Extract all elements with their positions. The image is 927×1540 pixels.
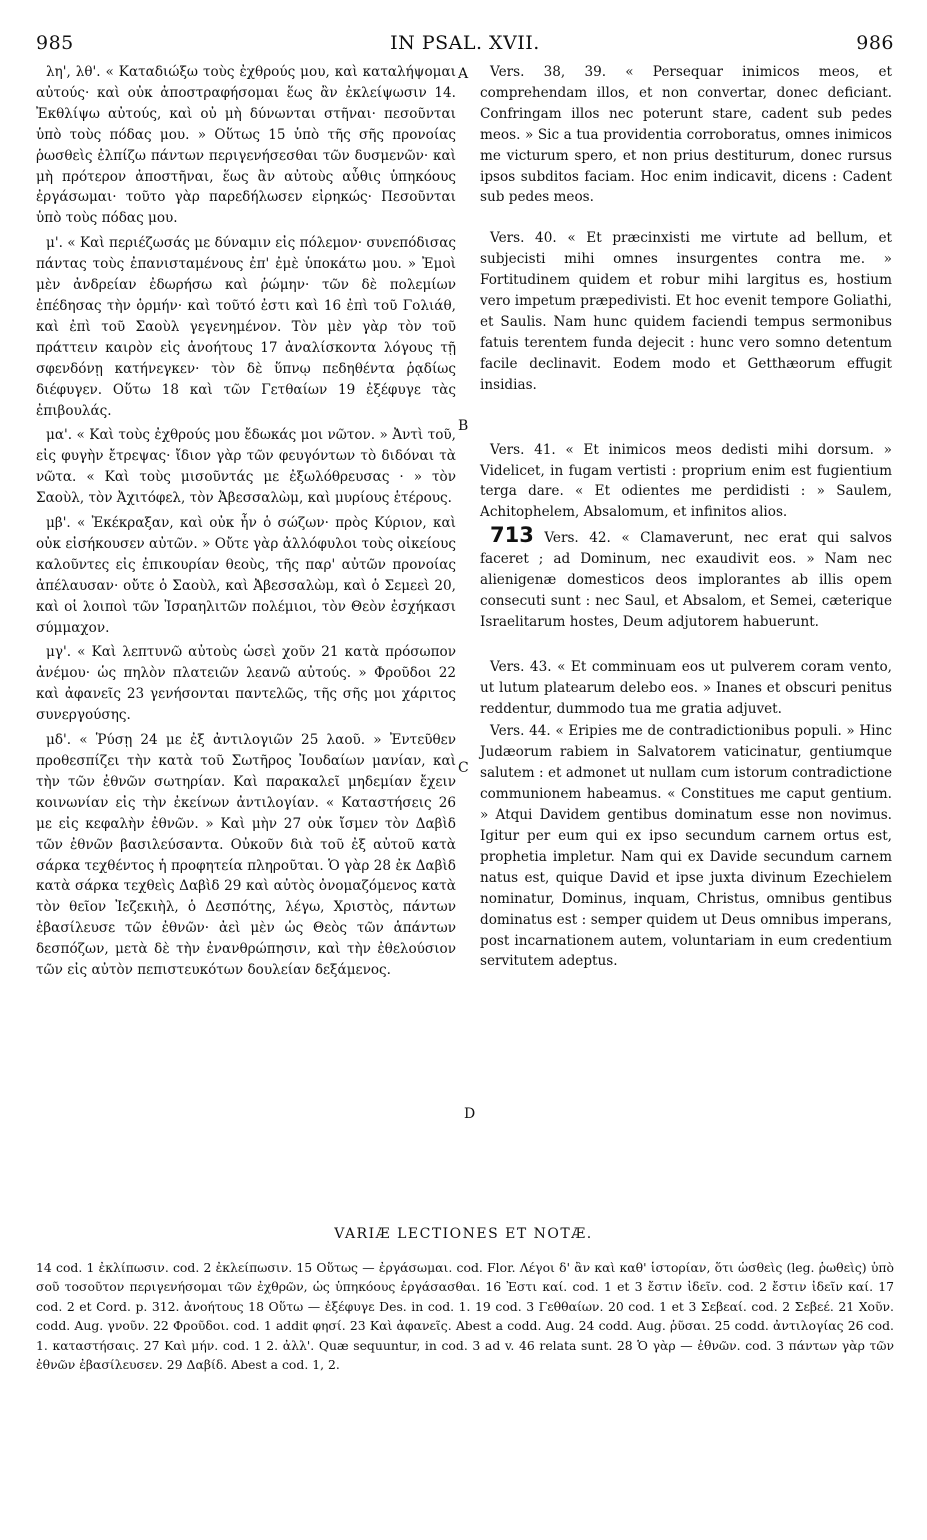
latin-paragraph-43: Vers. 43. « Et comminuam eos ut pulverem coram vento, ut lutum platearum delebo eos. » Inanes et obscuri penitus reddentur, dummodo tua me gratia adjuvet. xyxy=(480,658,892,717)
greek-column xyxy=(36,62,456,981)
margin-letter-b: B xyxy=(458,418,469,434)
latin-paragraph-42 xyxy=(480,525,892,633)
notes-title: VARIÆ LECTIONES ET NOTÆ. xyxy=(334,1226,593,1242)
latin-paragraph-38-39: Vers. 38, 39. « Persequar inimicos meos, et comprehendam illos, et non convertar, donec deficiant. Confringam illos nec poterunt stare, cadent sub pedes meos. » Sic a tua providentia corroboratus, omnes inimicos me victurum spero, et non prius destiturum, donec rursus ipsos subditos faciam. Hoc enim indicavit, dicens : Cadent sub pedes meos. xyxy=(480,64,892,206)
latin-paragraph-42-text: Vers. 42. « Clamaverunt, nec erat qui salvos faceret ; ad Dominum, nec exaudivit eos. » Nam nec alienigenæ domesticos deos implorantes ab illis opem consecuti sunt : nec Saul, et Absalom, et Semei, cæterique Israelitarum hostes, Deum adjutorem habuerunt. xyxy=(480,530,892,630)
migne-column-number: 713 xyxy=(490,523,534,548)
greek-paragraph-43: μγ'. « Καὶ λεπτυνῶ αὐτοὺς ὡσεὶ χοῦν 21 κατὰ πρόσωπον ἀνέμου· ὡς πηλὸν πλατειῶν λεανῶ αὐτούς. » Φροῦδοι 22 καὶ ἀφανεῖς 23 γενήσονται παντελῶς, τῆς σῆς μοι χάριτος συνεργούσης. xyxy=(36,644,456,724)
running-header xyxy=(36,32,894,58)
greek-paragraph-44: μδ'. « Ῥύσῃ 24 με ἐξ ἀντιλογιῶν 25 λαοῦ. » Ἐντεῦθεν προθεσπίζει τὴν κατὰ τοῦ Σωτῆρος Ἰουδαίων μανίαν, καὶ τὴν τῶν ἐθνῶν σωτηρίαν. Καὶ παρακαλεῖ μηδεμίαν ἔχειν κοινωνίαν εἰς τὴν ἐκείνων ἀντιλογίαν. « Καταστήσεις 26 με εἰς κεφαλὴν ἐθνῶν. » Καὶ μὴν 27 οὐκ ἴσμεν τὸν Δαβὶδ τῶν ἐθνῶν βασιλεύσαντα. Οὐκοῦν διὰ τοῦ ἐξ αὐτοῦ κατὰ σάρκα τεχθέντος ἡ προφητεία πληροῦται. Ὁ γὰρ 28 ἐκ Δαβὶδ κατὰ σάρκα τεχθεὶς Δαβὶδ 29 καὶ αὐτὸς ὀνομαζόμενος κατὰ τὸν θεῖον Ἰεζεκιὴλ, ὁ Δεσπότης, λέγω, Χριστὸς, πάντων ἐβασίλευσε τῶν ἐθνῶν· ἀεὶ μὲν ὡς Θεὸς τῶν ἁπάντων δεσπόζων, μετὰ δὲ τὴν ἐνανθρώπησιν, καὶ τὴν ἐθελούσιον τῶν εἰς αὐτὸν πεπιστευκότων δουλείαν δεξάμενος. xyxy=(36,732,456,979)
latin-paragraph-41: Vers. 41. « Et inimicos meos dedisti mihi dorsum. » Videlicet, in fugam vertisti : proprium enim est fugientium terga dare. « Et odientes me perdidisti : » Saulem, Achitophelem, Absalomum, et infinitos alios. xyxy=(480,441,892,521)
variant-readings-notes: 14 cod. 1 ἐκλίπωσιν. cod. 2 ἐκλείπωσιν. 15 Οὕτως — ἐργάσωμαι. cod. Flor. Λέγοι δ' ἂν καὶ καθ' ἱστορίαν, ὅτι ὡσθεὶς (leg. ῥωθεὶς) ὑπὸ σοῦ τοσοῦτον περιγενήσομαι τῶν ἐχθρῶν, ὡς ὑπηκόους ἐργάσασθαι. 16 Ἐστι καί. cod. 1 et 3 ἔστιν ἰδεῖν. cod. 2 ἔστιν ἰδεῖν καί. 17 cod. 2 et Cord. p. 312. ἀνοήτους 18 Οὕτω — ἐξέφυγε Des. in cod. 1. 19 cod. 3 Γεθθαίων. 20 cod. 1 et 3 Σεβεαί. cod. 2 Σεβεέ. 21 Χοῦν. codd. Aug. γνοῦν. 22 Φροῦδοι. cod. 1 addit φησί. 23 Καὶ ἀφανεῖς. Abest a codd. Aug. 24 codd. Aug. ῥῦσαι. 25 codd. ἀντιλογίας 26 cod. 1. καταστήσαις. 27 Καὶ μήν. cod. 1 2. ἀλλ'. Quæ sequuntur, in cod. 3 ad v. 46 relata sunt. 28 Ὁ γὰρ — ἐθνῶν. cod. 3 πάντων γὰρ τῶν ἐθνῶν ἐβασίλευσεν. 29 Δαβίδ. Abest a cod. 1, 2. xyxy=(36,1260,894,1373)
latin-paragraph-44: Vers. 44. « Eripies me de contradictionibus populi. » Hinc Judæorum rabiem in Salvatorem vaticinatur, gentiumque salutem : et admonet ut nullam cum istorum contradictione communionem habeamus. « Constitues me caput gentium. » Atqui Davidem gentibus dominatum esse non novimus. Igitur per eum qui ex ipso secundum carnem ortus est, prophetia impletur. Nam qui ex Davide secundum carnem natus est, quique David et ipse juxta divinum Ezechielem nominatur, Dominus, inquam, Christus, omnibus gentibus dominatus est : semper quidem ut Deus omnibus imperans, post incarnationem autem, voluntariam in eum credentium servitutem adeptus. xyxy=(480,723,892,970)
page-number-right: 986 xyxy=(856,32,894,54)
margin-letter-a: A xyxy=(458,66,469,82)
greek-paragraph-42: μβ'. « Ἐκέκραξαν, καὶ οὐκ ἦν ὁ σώζων· πρὸς Κύριον, καὶ οὐκ εἰσήκουσεν αὐτῶν. » Οὔτε γὰρ ἀλλόφυλοι τοὺς οἰκείους καλοῦντες εἰς ἐπικουρίαν θεοὺς, τῆς παρ' αὐτῶν προνοίας ἀπέλαυσαν· οὔτε ὁ Σαοὺλ, καὶ Ἀβεσσαλὼμ, καὶ ὁ Σεμεεὶ 20, καὶ οἱ λοιποὶ τῶν Ἰσραηλιτῶν πολέμιοι, τὸν Θεὸν ἐσχήκασι σύμμαχον. xyxy=(36,515,456,636)
page-number-left: 985 xyxy=(36,32,74,54)
margin-letter-c: C xyxy=(458,760,469,776)
greek-paragraph-40: μ'. « Καὶ περιέζωσάς με δύναμιν εἰς πόλεμον· συνεπόδισας πάντας τοὺς ἐπανισταμένους ἐπ' ἐμὲ ὑποκάτω μου. » Ἐμοὶ μὲν ἀνδρείαν ἐδωρήσω καὶ ῥώμην· τῶν δὲ πολεμίων ἐπέδησας τὴν ὁρμήν· καὶ τοῦτό ἐστι καὶ 16 ἐπὶ τοῦ Γολιάθ, καὶ ἐπὶ τοῦ Σαοὺλ γεγενημένον. Τὸν μὲν γὰρ τὸν τοῦ πράττειν καιρὸν εἰς ἀνοήτους 17 ἀναλίσκοντα λόγους τῇ σφενδόνῃ κατήνεγκεν· τὸν δὲ ὕπνῳ πεδηθέντα ῥᾳδίως διέφυγεν. Οὕτω 18 καὶ τῶν Γετθαίων 19 ἐξέφυγε τὰς ἐπιβουλάς. xyxy=(36,235,456,419)
margin-letter-d: D xyxy=(464,1106,476,1122)
latin-column xyxy=(480,62,892,972)
greek-paragraph-38-39: λη', λθ'. « Καταδιώξω τοὺς ἐχθρούς μου, καὶ καταλήψομαι αὐτούς· καὶ οὐκ ἀποστραφήσομαι ἕως ἂν ἐκλείψωσιν 14. Ἐκθλίψω αὐτούς, καὶ οὐ μὴ δύνωνται στῆναι· πεσοῦνται ὑπὸ τοὺς πόδας μου. » Οὕτως 15 ὑπὸ τῆς σῆς προνοίας ῥωσθεὶς ἐλπίζω πάντων περιγενήσεσθαι τῶν δυσμενῶν· καὶ μὴ πρότερον ἀποστῆναι, ἕως ἂν αὐτοὺς αὖθις ὑπηκόους ἐργάσωμαι· τοῦτο γὰρ παρεδήλωσεν εἰρηκώς· Πεσοῦνται ὑπὸ τοὺς πόδας μου. xyxy=(36,64,456,227)
latin-paragraph-40: Vers. 40. « Et præcinxisti me virtute ad bellum, et subjecisti mihi omnes insurgentes contra me. » Fortitudinem quidem et robur mihi largitus es, hostium vero impetum præpedivisti. Et hoc evenit tempore Goliathi, et Saulis. Nam hunc quidem faciendi tempus sermonibus fatuis terentem funda dejecit : hunc vero somno detentum facile declinavit. Eodem modo et Getthæorum effugit insidias. xyxy=(480,230,892,393)
greek-paragraph-41: μα'. « Καὶ τοὺς ἐχθρούς μου ἔδωκάς μοι νῶτον. » Ἀντὶ τοῦ, εἰς φυγὴν ἔτρεψας· ἴδιον γὰρ τῶν φευγόντων τὸ διδόναι τὰ νῶτα. « Καὶ τοὺς μισοῦντάς με ἐξωλόθρευσας · » τὸν Σαοὺλ, τὸν Ἀχιτόφελ, τὸν Ἀβεσσαλὼμ, καὶ μυρίους ἑτέρους. xyxy=(36,427,456,507)
running-title: IN PSAL. XVII. xyxy=(390,32,540,54)
